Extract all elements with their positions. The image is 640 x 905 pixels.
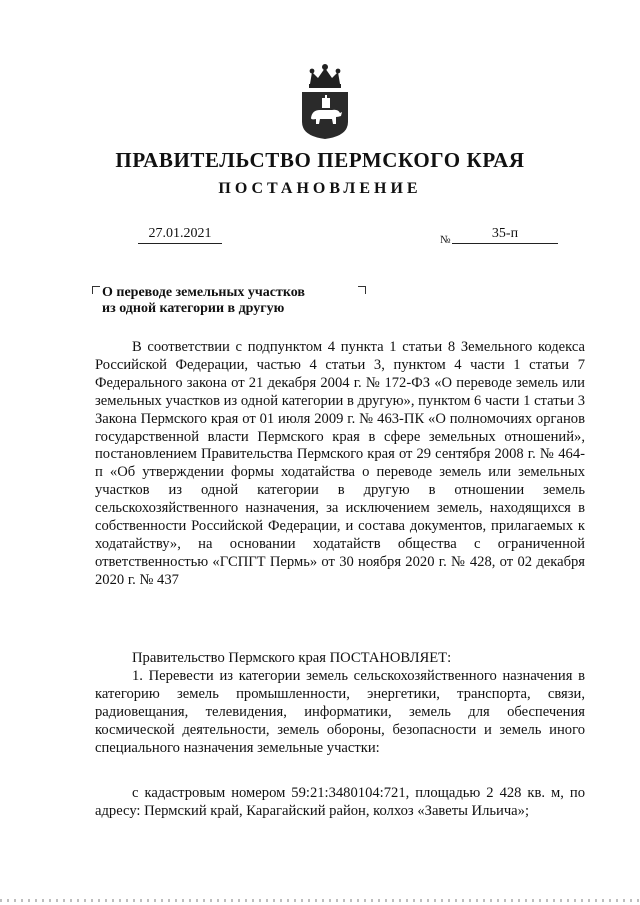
number-sign: № [440, 234, 451, 246]
clause-1-paragraph [95, 668, 585, 758]
document-number: 35-п [452, 226, 558, 244]
coat-of-arms-icon [298, 62, 352, 140]
preamble-paragraph [95, 339, 585, 590]
government-title: ПРАВИТЕЛЬСТВО ПЕРМСКОГО КРАЯ [115, 148, 525, 172]
document-type: ПОСТАНОВЛЕНИЕ [218, 180, 422, 197]
subject-corner-left [92, 286, 100, 294]
resolution-paragraph [95, 650, 585, 668]
document-date: 27.01.2021 [138, 226, 222, 244]
subject-line-2: из одной категории в другую [102, 301, 285, 316]
subject-corner-right [358, 286, 366, 294]
parcel-paragraph [95, 785, 585, 821]
scan-footer-noise [0, 899, 640, 902]
document-subject [102, 285, 305, 317]
subject-line-1: О переводе земельных участков [102, 285, 305, 300]
clause-1-text: 1. Перевести из категории земель сельскохозяйственного назначения в категорию земель промышленности, энергетики, транспорта, связи, радиовещания, телевидения, информатики, земель для обеспечения космической деятельности, земель обороны, безопасности и земель иного специального назначения земельные участки: [95, 668, 585, 756]
parcel-text: с кадастровым номером 59:21:3480104:721, площадью 2 428 кв. м, по адресу: Пермский край, Карагайский район, колхоз «Заветы Ильича»; [95, 785, 585, 819]
resolution-text: Правительство Пермского края ПОСТАНОВЛЯЕТ: [132, 650, 452, 666]
preamble-text: В соответствии с подпунктом 4 пункта 1 статьи 8 Земельного кодекса Российской Федерации, частью 4 статьи 3, пунктом 4 части 1 статьи 7 Федерального закона от 21 декабря 2004 г. № 172-ФЗ «О переводе земель или земельных участков из одной категории в другую», пунктом 6 части 1 статьи 3 Закона Пермского края от 01 июля 2009 г. № 463-ПК «О полномочиях органов государственной власти Пермского края в сфере земельных отношений», постановлением Правительства Пермского края от 29 сентября 2008 г. № 464-п «Об утверждении формы ходатайства о переводе земель или земельных участков из одной категории в другую в отношении земель сельскохозяйственного назначения, за исключением земель, находящихся в собственности Российской Федерации, и состава документов, прилагаемых к ходатайству», на основании ходатайств общества с ограниченной ответственностью «ГСПГТ Пермь» от 30 ноября 2020 г. № 428, от 02 декабря 2020 г. № 437 [95, 339, 585, 588]
